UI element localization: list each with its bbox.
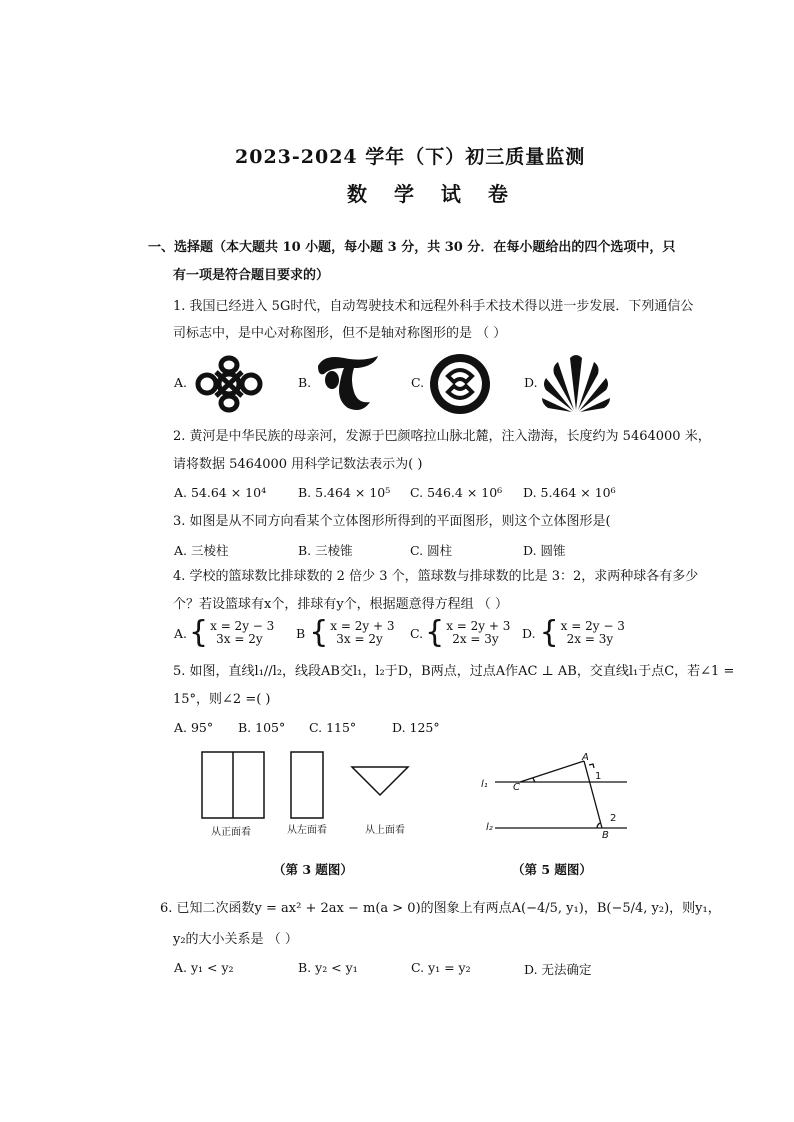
brace-icon: { [189,615,209,650]
fig5-label-l1: l₁ [481,779,488,790]
page-subtitle: 数 学 试 卷 [347,182,518,206]
figure-5-geometry [475,745,645,845]
fig5-label-2: 2 [610,813,617,824]
fig5-label-c: C [513,782,520,793]
fig3-label-front: 从正面看 [211,827,251,838]
fig3-caption: （第 3 题图） [273,862,353,877]
q5-option-c[interactable]: C. 115° [309,720,357,735]
q3-option-a[interactable]: A. 三棱柱 [174,543,229,558]
q2-line2: 请将数据 5464000 用科学记数法表示为( ) [173,457,423,472]
q3-option-d[interactable]: D. 圆锥 [523,543,566,558]
q2-option-b[interactable]: B. 5.464 × 10⁵ [298,485,391,500]
q4-option-d-eq2: 2x = 3y [566,632,614,646]
brace-icon: { [309,615,329,650]
q6-option-b[interactable]: B. y₂ < y₁ [298,960,358,975]
q6-option-d[interactable]: D. 无法确定 [524,962,592,977]
fig5-label-a: A [582,752,589,763]
fig3-label-top: 从上面看 [365,825,405,836]
q5-line1: 5. 如图，直线l₁//l₂，线段AB交l₁，l₂于D，B两点，过点A作AC ⊥ AB，交直线l₁于点C，若∠1 = [173,664,735,679]
q5-option-b[interactable]: B. 105° [238,720,286,735]
q4-option-a-eq1: x = 2y − 3 [210,619,275,633]
q1-option-a[interactable]: A. [174,375,188,390]
q3-line1: 3. 如图是从不同方向看某个立体图形所得到的平面图形，则这个立体图形是( [173,514,611,529]
q5-option-d[interactable]: D. 125° [392,720,440,735]
q2-option-d[interactable]: D. 5.464 × 10⁶ [523,485,616,500]
q1-option-b[interactable]: B. [298,375,312,390]
china-unicom-logo-icon [190,355,268,413]
segment-ac [520,761,584,782]
section-heading-line2: 有一项是符合题目要求的） [173,268,330,283]
q3-option-c[interactable]: C. 圆柱 [410,543,453,558]
top-view-shape [352,767,408,795]
q4-option-d-eq1: x = 2y − 3 [560,619,625,633]
q5-option-a[interactable]: A. 95° [174,720,214,735]
q4-option-c[interactable] [410,615,511,650]
china-telecom-logo-icon [314,352,384,414]
huawei-logo-icon [540,352,612,414]
q4-option-b-eq2: 3x = 2y [336,632,383,646]
q4-option-b-label: B [296,625,306,641]
q4-line2: 个？若设篮球有x个，排球有y个，根据题意得方程组 （ ） [173,597,508,612]
q4-option-a-eq2: 3x = 2y [216,632,263,646]
q4-option-d-label: D. [522,625,536,641]
q2-option-a[interactable]: A. 54.64 × 10⁴ [174,485,267,500]
fig5-caption: （第 5 题图） [512,862,592,877]
q1-line1: 1. 我国已经进入 5G时代，自动驾驶技术和远程外科手术技术得以进一步发展．下列通信公 [173,299,694,314]
q6-line1: 6. 已知二次函数y = ax² + 2ax − m(a > 0)的图象上有两点A(−4/5, y₁)，B(−5/4, y₂)，则y₁， [160,901,721,916]
brace-icon: { [539,615,559,650]
left-view-shape [291,752,323,818]
q4-option-b[interactable] [296,615,395,650]
section-heading-line1: 一、选择题（本大题共 10 小题，每小题 3 分，共 30 分．在每小题给出的四个选项中，只 [148,240,676,255]
q4-option-a[interactable] [174,615,275,650]
page-title: 2023-2024 学年（下）初三质量监测 [235,146,586,168]
q4-option-b-eq1: x = 2y + 3 [330,619,395,633]
q2-line1: 2. 黄河是中华民族的母亲河，发源于巴颜喀拉山脉北麓，注入渤海，长度约为 5464000 米， [173,429,711,444]
q6-option-c[interactable]: C. y₁ = y₂ [411,960,471,975]
q2-option-c[interactable]: C. 546.4 × 10⁶ [410,485,503,500]
fig5-label-1: 1 [595,771,602,782]
q4-option-c-label: C. [410,625,424,641]
q6-option-a[interactable]: A. y₁ < y₂ [174,960,234,975]
fig5-label-l2: l₂ [486,822,493,833]
q3-option-b[interactable]: B. 三棱锥 [298,543,353,558]
q5-line2: 15°，则∠2 =( ) [173,692,271,707]
q1-option-c[interactable]: C. [411,375,425,390]
china-mobile-logo-icon [428,352,492,416]
q6-line2: y₂的大小关系是 （ ） [173,932,298,947]
q4-option-c-eq1: x = 2y + 3 [446,619,511,633]
q4-option-a-label: A. [174,625,188,641]
fig5-label-b: B [602,830,609,841]
q4-option-c-eq2: 2x = 3y [452,632,499,646]
fig3-label-left: 从左面看 [287,825,327,836]
q1-line2: 司标志中，是中心对称图形，但不是轴对称图形的是 （ ） [173,326,507,341]
q4-option-d[interactable] [522,615,625,650]
brace-icon: { [425,615,445,650]
q1-option-d[interactable]: D. [524,375,538,390]
q4-line1: 4. 学校的篮球数比排球数的 2 倍少 3 个，篮球数与排球数的比是 3：2，求两种球各有多少 [173,569,699,584]
